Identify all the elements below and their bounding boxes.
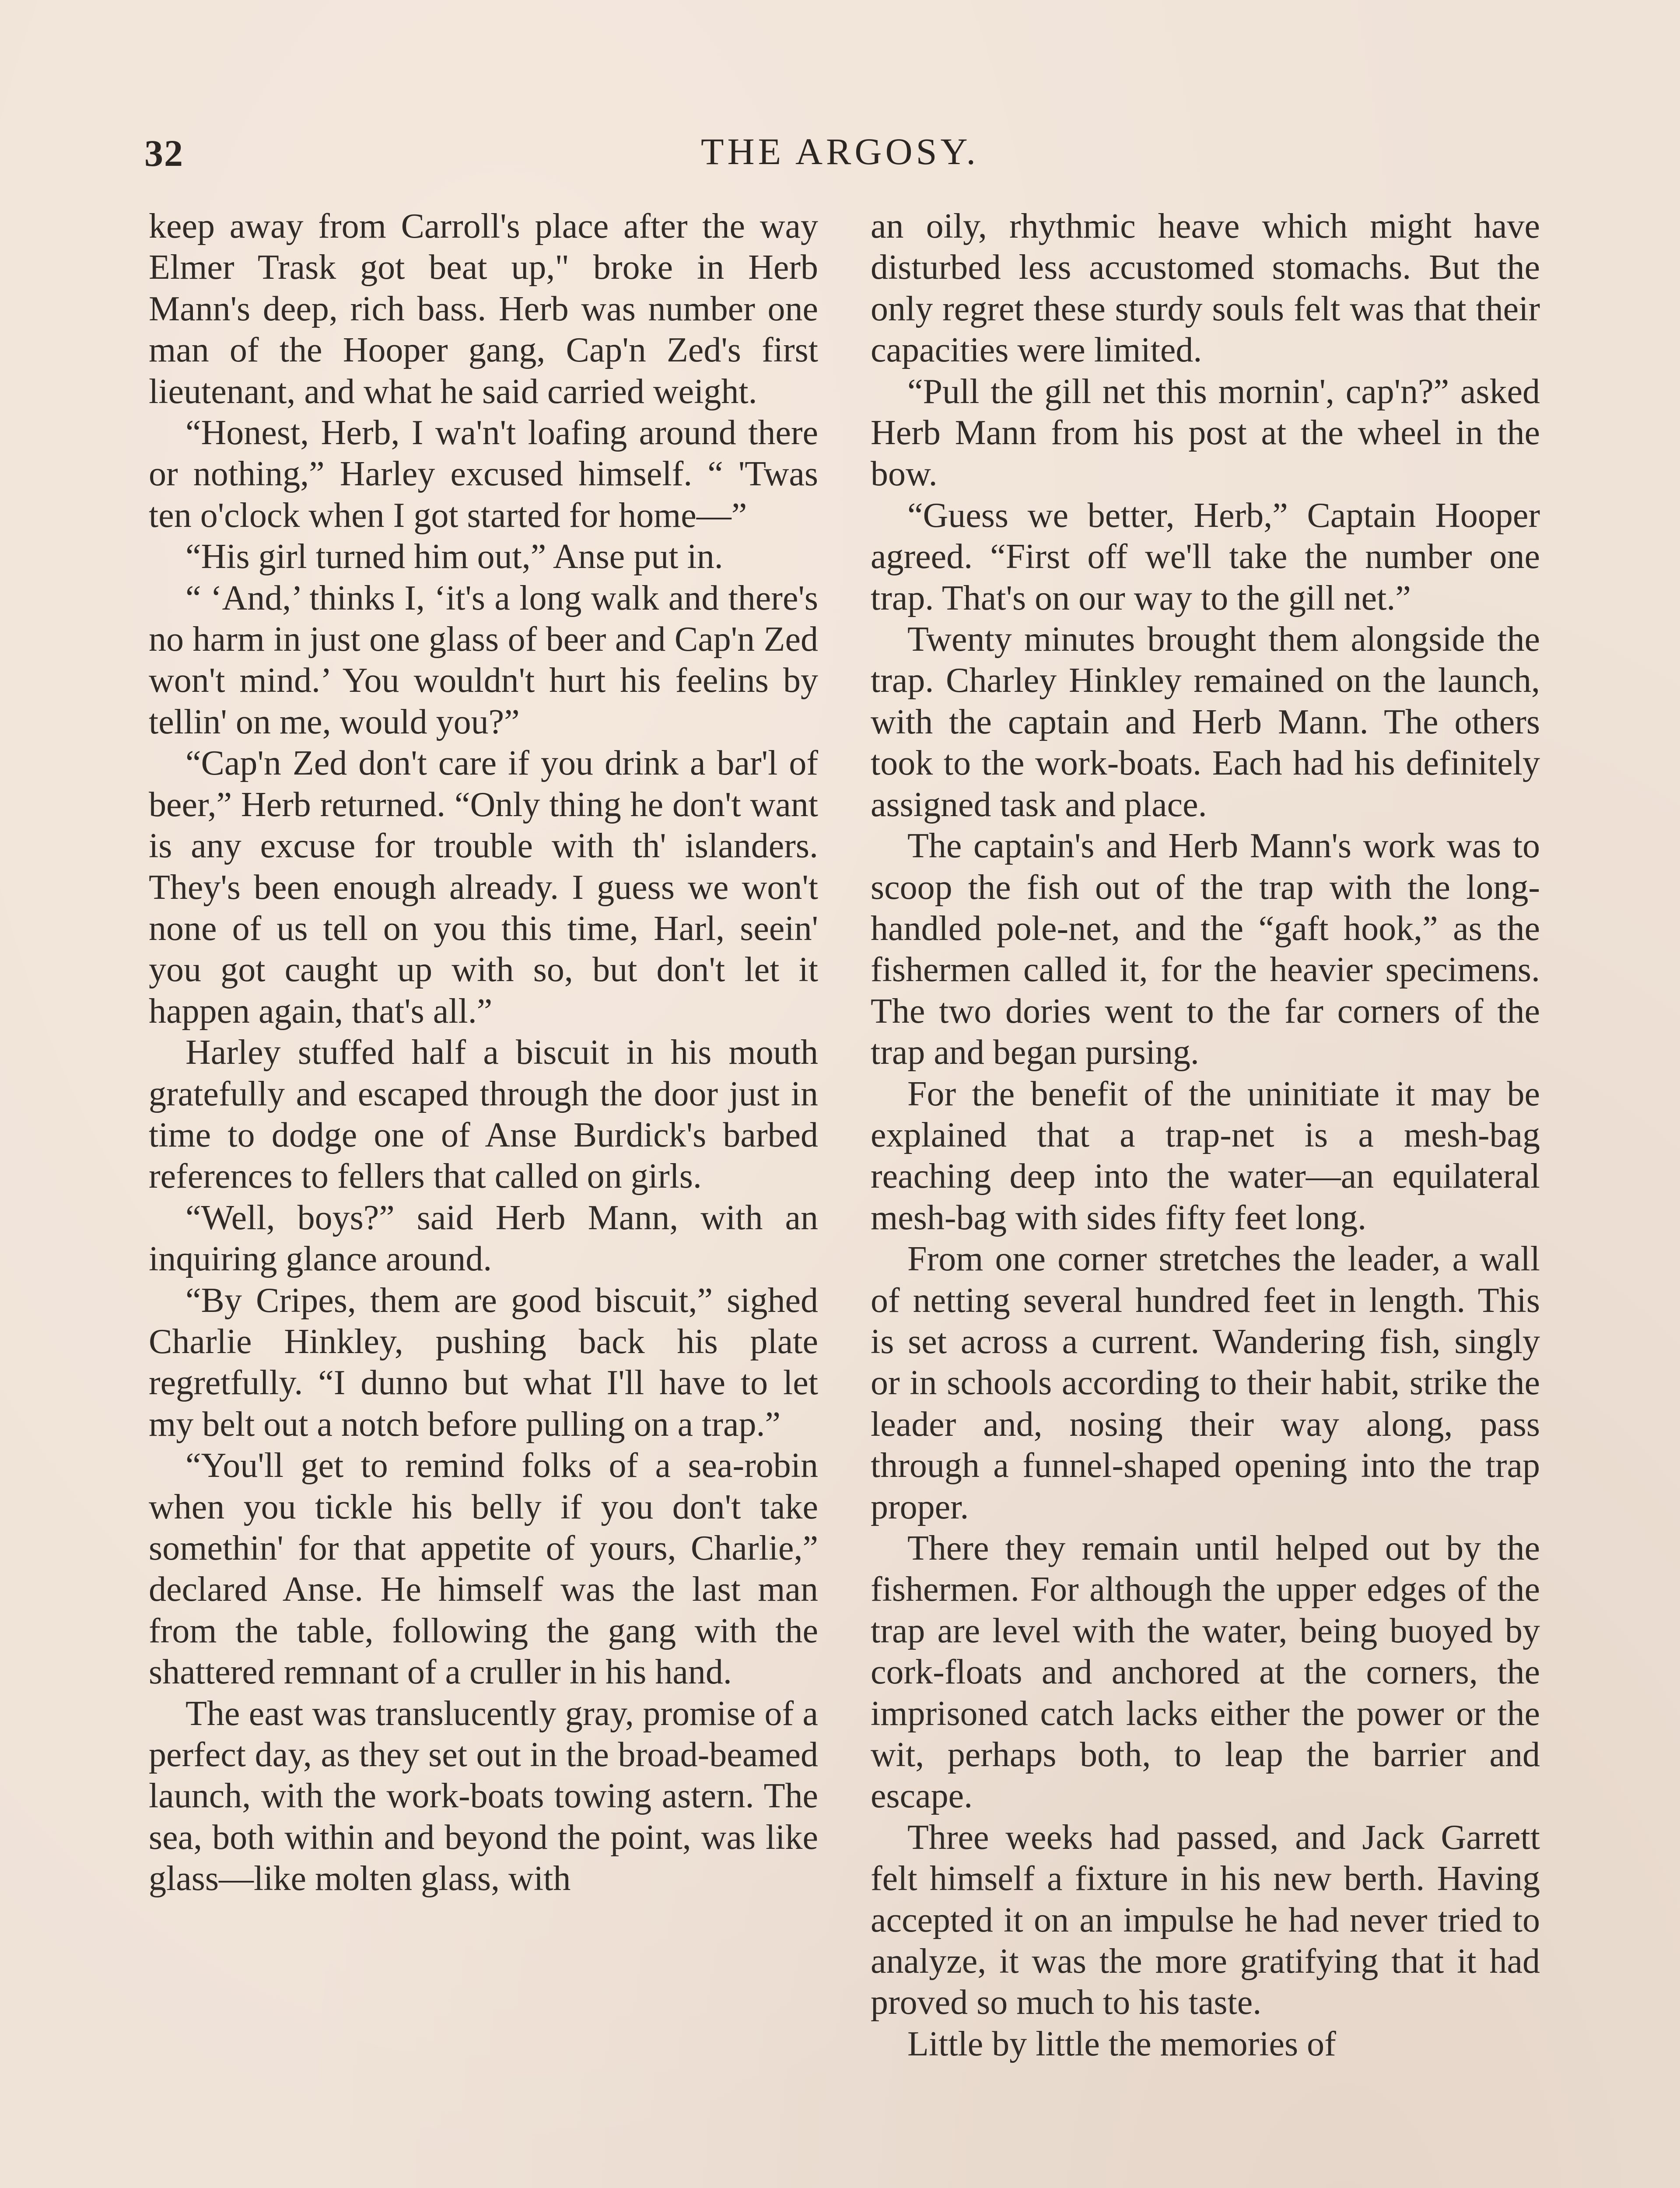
paragraph: “Pull the gill net this mornin', cap'n?” asked Herb Mann from his post at the wheel in the bow. [871,372,1540,494]
paragraph: “Honest, Herb, I wa'n't loafing around there or nothing,” Harley excused himself. “ 'Twas ten o'clock when I got started for home—” [149,414,818,535]
paragraph: Harley stuffed half a biscuit in his mouth gratefully and escaped through the door just in time to dodge one of Anse Burdick's barbed references to fellers that called on girls. [149,1033,818,1196]
paragraph: “ ‘And,’ thinks I, ‘it's a long walk and there's no harm in just one glass of beer and Cap'n Zed won't mind.’ You wouldn't hurt his feelins by tellin' on me, would you?” [149,579,818,741]
paragraph: The east was translucently gray, promise of a perfect day, as they set out in the broad-beamed launch, with the work-boats towing astern. The sea, both within and beyond the point, was like glass—like molten glass, with [149,1694,818,1898]
paragraph: From one corner stretches the leader, a wall of netting several hundred feet in length. This is set across a current. Wandering fish, singly or in schools according to their habit, strike the leader and, nosing their way along, pass through a funnel-shaped opening into the trap proper. [871,1240,1540,1526]
paragraph: “You'll get to remind folks of a sea-robin when you tickle his belly if you don't take somethin' for that appetite of yours, Charlie,” declared Anse. He himself was the last man from the table, following the gang with the shattered remnant of a cruller in his hand. [149,1446,818,1692]
paragraph: “His girl turned him out,” Anse put in. [186,537,723,576]
paragraph: “Guess we better, Herb,” Captain Hooper agreed. “First off we'll take the number one trap. That's on our way to the gill net.” [871,496,1540,617]
right-text-column [871,206,1540,2065]
paragraph: Little by little the memories of [907,2024,1336,2063]
paragraph: an oily, rhythmic heave which might have disturbed less accustomed stomachs. But the only regret these sturdy souls felt was that their capacities were limited. [871,207,1540,370]
paragraph: Three weeks had passed, and Jack Garrett felt himself a fixture in his new berth. Having accepted it on an impulse he had never tried to analyze, it was the more gratifying that it had proved so much to his taste. [871,1818,1540,2022]
paragraph: Twenty minutes brought them alongside the trap. Charley Hinkley remained on the launch, with the captain and Herb Mann. The others took to the work-boats. Each had his definitely assigned task and place. [871,620,1540,824]
paragraph: keep away from Carroll's place after the way Elmer Trask got beat up," broke in Herb Mann's deep, rich bass. Herb was number one man of the Hooper gang, Cap'n Zed's first lieutenant, and what he said carried weight. [149,207,818,411]
left-text-column [149,206,818,1900]
paragraph: “Well, boys?” said Herb Mann, with an inquiring glance around. [149,1198,818,1279]
paragraph: “By Cripes, them are good biscuit,” sighed Charlie Hinkley, pushing back his plate regretfully. “I dunno but what I'll have to let my belt out a notch before pulling on a trap.” [149,1281,818,1444]
paragraph: The captain's and Herb Mann's work was to scoop the fish out of the trap with the long-handled pole-net, and the “gaft hook,” as the fishermen called it, for the heavier specimens. The two dories went to the far corners of the trap and began pursing. [871,827,1540,1072]
paragraph: “Cap'n Zed don't care if you drink a bar'l of beer,” Herb returned. “Only thing he don't want is any excuse for trouble with th' islanders. They's been enough already. I guess we won't none of us tell on you this time, Harl, seein' you got caught up with so, but don't let it happen again, that's all.” [149,744,818,1031]
page-number: 32 [144,132,184,174]
paragraph: There they remain until helped out by the fishermen. For although the upper edges of the trap are level with the water, being buoyed by cork-floats and anchored at the corners, the imprisoned catch lacks either the power or the wit, perhaps both, to leap the barrier and escape. [871,1529,1540,1816]
paragraph: For the benefit of the uninitiate it may be explained that a trap-net is a mesh-bag reaching deep into the water—an equilateral mesh-bag with sides fifty feet long. [871,1074,1540,1237]
running-head-title: THE ARGOSY. [701,130,979,172]
